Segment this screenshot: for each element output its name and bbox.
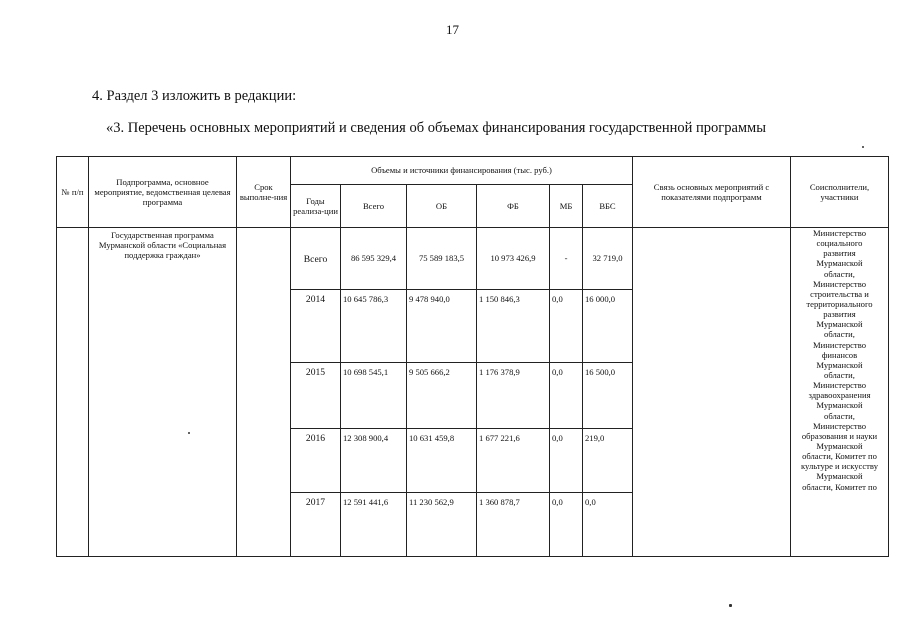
page-number: 17: [446, 22, 459, 37]
cell-mb: 0,0: [550, 290, 583, 363]
cell-year: Всего: [291, 228, 341, 290]
cell-fb: 1 150 846,3: [477, 290, 550, 363]
cell-ob: 75 589 183,5: [407, 228, 477, 290]
program-name: Государственная программа Мурманской области «Социальная поддержка граждан»: [89, 228, 237, 557]
coexecutor-line: области,: [824, 410, 855, 421]
coexecutor-line: образования и науки: [801, 430, 878, 441]
coexecutor-line: Мурманской: [816, 359, 863, 370]
table-title: «3. Перечень основных мероприятий и сведения об объемах финансирования государственной программы: [106, 120, 766, 136]
cell-ob: 10 631 459,8: [407, 429, 477, 493]
cell-ob: 9 478 940,0: [407, 290, 477, 363]
cell-fb: 1 360 878,7: [477, 493, 550, 557]
coexecutor-line: области,: [824, 268, 855, 279]
cell-year: 2017: [291, 493, 341, 557]
cell-ob: 11 230 562,9: [407, 493, 477, 557]
cell-mb: -: [550, 228, 583, 290]
coexecutor-line: Мурманской: [816, 319, 863, 330]
cell-ob: 9 505 666,2: [407, 363, 477, 429]
coexecutor-line: здравоохранения: [808, 390, 871, 401]
cell-fb: 1 176 378,9: [477, 363, 550, 429]
cell-vbs: 32 719,0: [583, 228, 633, 290]
cell-vbs: 0,0: [583, 493, 633, 557]
header-num: № п/п: [57, 157, 89, 228]
header-years: Годы реализа-ции: [291, 185, 341, 228]
cell-total: 10 645 786,3: [341, 290, 407, 363]
header-link: Связь основных мероприятий с показателями подпрограмм: [633, 157, 791, 228]
program-table: [56, 156, 889, 557]
scan-speck: [862, 146, 864, 148]
section-heading: 4. Раздел 3 изложить в редакции:: [92, 88, 297, 104]
cell-link: [633, 228, 791, 557]
coexecutor-line: финансов: [821, 349, 858, 360]
scan-speck: [729, 604, 732, 607]
coexecutors-list: [791, 228, 888, 492]
cell-year: 2015: [291, 363, 341, 429]
header-ob: ОБ: [407, 185, 477, 228]
header-term: Срок выполне-ния: [237, 157, 291, 228]
coexecutor-line: Мурманской: [816, 258, 863, 269]
cell-mb: 0,0: [550, 493, 583, 557]
cell-vbs: 219,0: [583, 429, 633, 493]
header-coexecutors: Соисполнители, участники: [791, 157, 889, 228]
coexecutor-line: Министерство: [813, 339, 866, 350]
header-mb: МБ: [550, 185, 583, 228]
coexecutor-line: области,: [824, 369, 855, 380]
coexecutor-line: Мурманской: [816, 400, 863, 411]
cell-total: 12 308 900,4: [341, 429, 407, 493]
coexecutor-line: области,: [824, 329, 855, 340]
cell-mb: 0,0: [550, 429, 583, 493]
cell-total: 12 591 441,6: [341, 493, 407, 557]
cell-year: 2014: [291, 290, 341, 363]
coexecutor-line: Министерство: [813, 228, 866, 238]
cell-num: [57, 228, 89, 557]
cell-total: 86 595 329,4: [341, 228, 407, 290]
coexecutor-line: строительства и: [810, 288, 869, 299]
header-total: Всего: [341, 185, 407, 228]
cell-term: [237, 228, 291, 557]
coexecutor-line: развития: [823, 248, 856, 259]
coexecutor-line: Министерство: [813, 380, 866, 391]
cell-fb: 1 677 221,6: [477, 429, 550, 493]
header-funding-group: Объемы и источники финансирования (тыс. руб.): [291, 157, 633, 185]
cell-year: 2016: [291, 429, 341, 493]
table-row: [57, 228, 889, 290]
coexecutor-line: области, Комитет по: [802, 451, 877, 462]
header-fb: ФБ: [477, 185, 550, 228]
coexecutors-cell: [791, 228, 889, 557]
header-subprogram: Подпрограмма, основное мероприятие, ведомственная целевая программа: [89, 157, 237, 228]
header-vbs: ВБС: [583, 185, 633, 228]
coexecutor-line: территориального: [806, 298, 873, 309]
coexecutor-line: культуре и искусству: [800, 461, 878, 472]
cell-mb: 0,0: [550, 363, 583, 429]
coexecutor-line: Мурманской: [816, 471, 863, 482]
cell-vbs: 16 000,0: [583, 290, 633, 363]
coexecutor-line: Мурманской: [816, 440, 863, 451]
coexecutor-line: Министерство: [813, 278, 866, 289]
coexecutor-line: Министерство: [813, 420, 866, 431]
cell-fb: 10 973 426,9: [477, 228, 550, 290]
cell-total: 10 698 545,1: [341, 363, 407, 429]
cell-vbs: 16 500,0: [583, 363, 633, 429]
coexecutor-line: области, Комитет по: [802, 481, 877, 492]
coexecutor-line: социального: [816, 238, 863, 249]
coexecutor-line: развития: [823, 309, 856, 320]
